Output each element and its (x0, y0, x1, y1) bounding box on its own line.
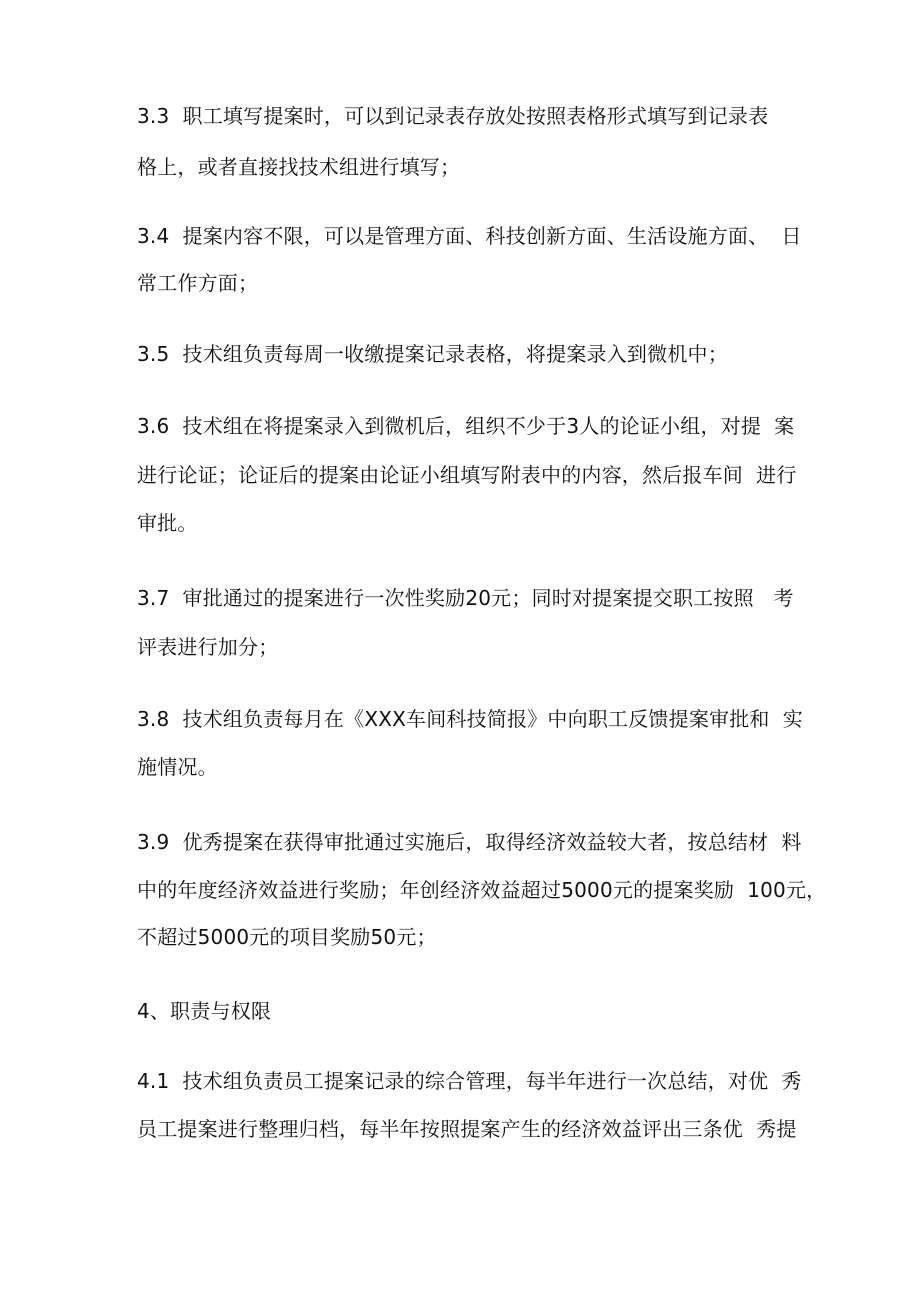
section-heading-4: 4、职责与权限 (137, 999, 272, 1023)
paragraph-3-7-line-1: 3.7 审批通过的提案进行一次性奖励20元；同时对提案提交职工按照 考 (137, 586, 794, 610)
paragraph-3-3-line-1: 3.3 职工填写提案时，可以到记录表存放处按照表格形式填写到记录表 (137, 104, 769, 128)
paragraph-3-9-line-3: 不超过5000元的项目奖励50元； (137, 925, 437, 949)
paragraph-3-6-line-1: 3.6 技术组在将提案录入到微机后，组织不少于3人的论证小组，对提 案 (137, 414, 795, 438)
paragraph-3-5-line-1: 3.5 技术组负责每周一收缴提案记录表格，将提案录入到微机中； (137, 342, 728, 366)
paragraph-3-8-line-2: 施情况。 (137, 755, 218, 779)
paragraph-4-1-line-2: 员工提案进行整理归档，每半年按照提案产生的经济效益评出三条优 秀提 (137, 1117, 797, 1141)
paragraph-3-8-line-1: 3.8 技术组负责每月在《XXX车间科技简报》中向职工反馈提案审批和 实 (137, 707, 803, 731)
paragraph-3-3-line-2: 格上，或者直接找技术组进行填写； (137, 155, 461, 179)
paragraph-3-6-line-2: 进行论证；论证后的提案由论证小组填写附表中的内容，然后报车间 进行 (137, 463, 797, 487)
paragraph-4-1-line-1: 4.1 技术组负责员工提案记录的综合管理，每半年进行一次总结，对优 秀 (137, 1069, 802, 1093)
paragraph-3-9-line-2: 中的年度经济效益进行奖励；年创经济效益超过5000元的提案奖励 100元， (137, 878, 827, 902)
paragraph-3-9-line-1: 3.9 优秀提案在获得审批通过实施后，取得经济效益较大者，按总结材 料 (137, 830, 802, 854)
paragraph-3-7-line-2: 评表进行加分； (137, 635, 279, 659)
paragraph-3-4-line-2: 常工作方面； (137, 271, 259, 295)
paragraph-3-6-line-3: 审批。 (137, 511, 198, 535)
paragraph-3-4-line-1: 3.4 提案内容不限，可以是管理方面、科技创新方面、生活设施方面、 日 (137, 224, 802, 248)
